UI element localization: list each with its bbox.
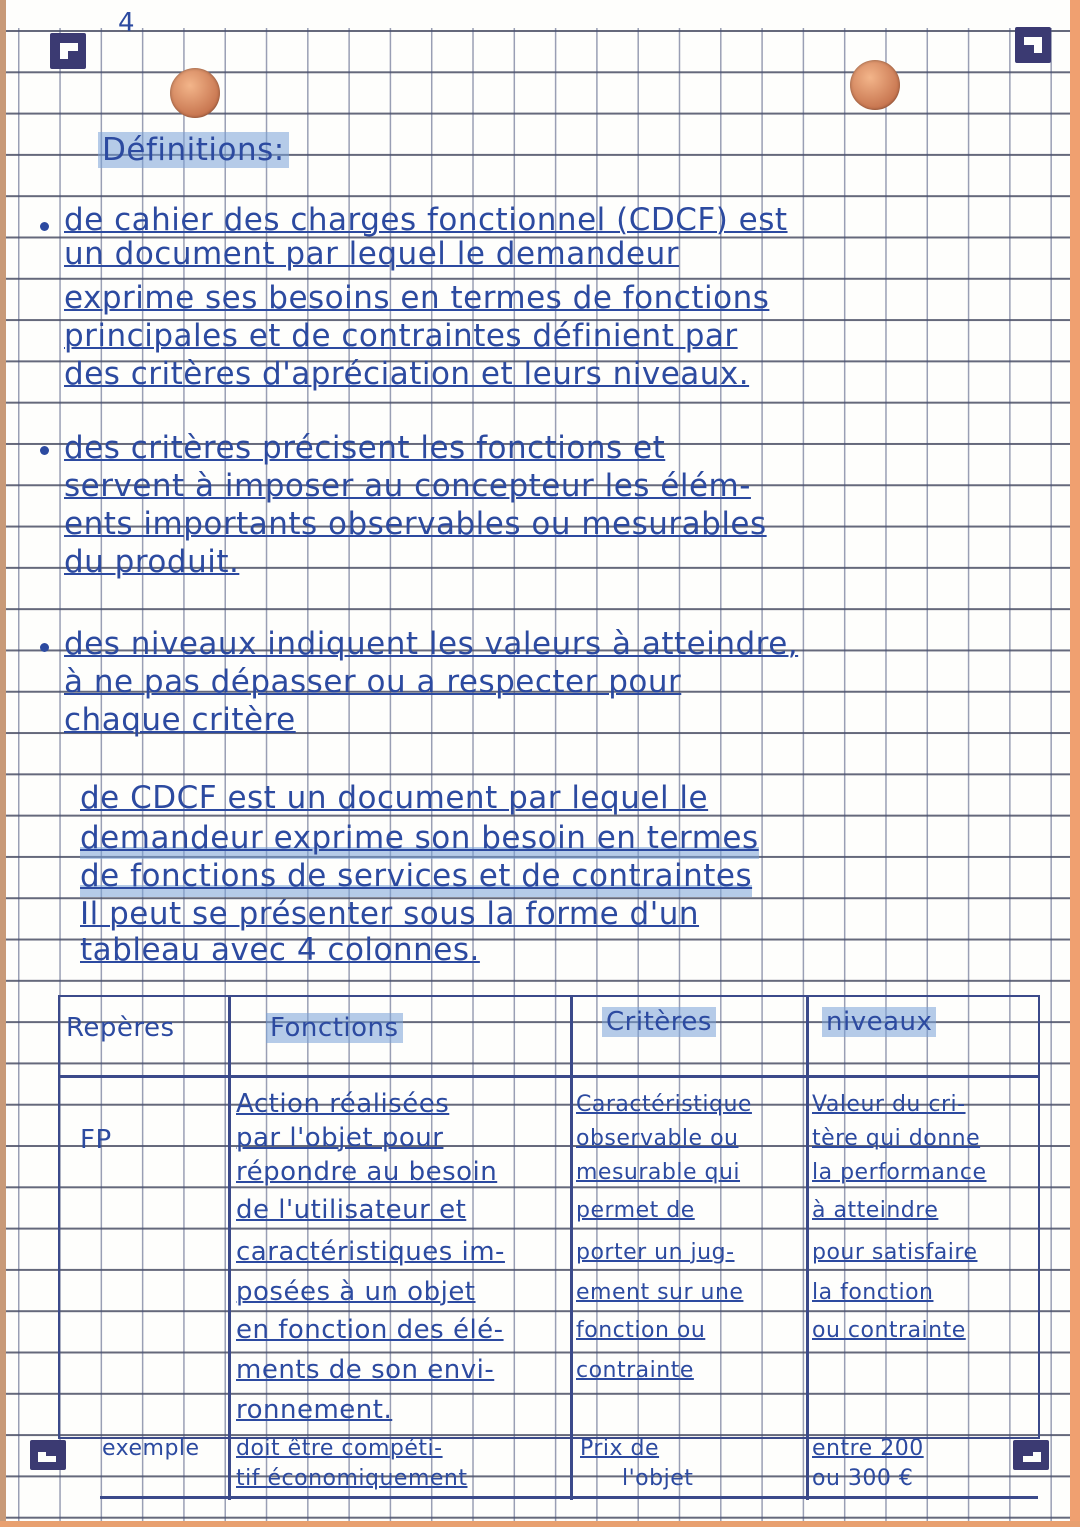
- corner-marker-bottom-right-icon: [1013, 1440, 1049, 1470]
- fp-critere-line: ement sur une: [576, 1280, 744, 1305]
- definition-1-line-4: principales et de contraintes définient par: [64, 318, 738, 354]
- fp-fonction-line: de l'utilisateur et: [236, 1195, 467, 1225]
- fp-niveau-line: pour satisfaire: [812, 1240, 978, 1265]
- exemple-critere-line: Prix de: [580, 1436, 660, 1461]
- fp-fonction-line: ments de son envi-: [236, 1355, 495, 1385]
- summary-line-1: de CDCF est un document par lequel le: [80, 780, 709, 816]
- table-divider: [570, 995, 573, 1500]
- fp-critere-line: porter un jug-: [576, 1240, 735, 1265]
- fp-fonction-line: par l'objet pour: [236, 1123, 444, 1153]
- exemple-critere-line: l'objet: [622, 1466, 694, 1491]
- fp-critere-line: Caractéristique: [576, 1092, 752, 1117]
- fp-niveau-line: tère qui donne: [812, 1126, 981, 1151]
- fp-niveau-line: la performance: [812, 1160, 987, 1185]
- fp-niveau-line: la fonction: [812, 1280, 934, 1305]
- row-exemple-repere: exemple: [102, 1436, 200, 1461]
- corner-marker-top-left-icon: [50, 33, 86, 69]
- fp-critere-line: contrainte: [576, 1358, 694, 1383]
- corner-marker-bottom-left-icon: [30, 1440, 66, 1470]
- bullet-icon: [40, 446, 49, 455]
- title-highlight: Définitions:: [98, 132, 289, 168]
- header-criteres-label: Critères: [602, 1007, 716, 1037]
- exemple-niveau-line: entre 200: [812, 1436, 924, 1461]
- summary-line-4: Il peut se présenter sous la forme d'un: [80, 896, 700, 932]
- header-criteres: [602, 1006, 716, 1039]
- exemple-niveau-line: ou 300 €: [812, 1466, 914, 1491]
- fp-fonction-line: ronnement.: [236, 1395, 393, 1425]
- fp-fonction-line: caractéristiques im-: [236, 1237, 505, 1267]
- corner-marker-top-right-icon: [1015, 27, 1051, 63]
- definition-2-line-1: des critères précisent les fonctions et: [64, 430, 666, 466]
- definition-3-line-3: chaque critère: [64, 702, 296, 738]
- definition-1-line-2: un document par lequel le demandeur: [64, 236, 680, 272]
- table-header-rule: [58, 1075, 1038, 1078]
- exemple-fonction-line: tif économiquement: [236, 1466, 468, 1491]
- fp-fonction-line: posées à un objet: [236, 1277, 476, 1307]
- fp-niveau-line: à atteindre: [812, 1198, 939, 1223]
- paper-top-margin: [0, 0, 1080, 28]
- table-bottom-rule: [100, 1496, 1038, 1499]
- header-reperes: Repères: [66, 1013, 175, 1043]
- fp-critere-line: observable ou: [576, 1126, 739, 1151]
- fp-critere-line: fonction ou: [576, 1318, 706, 1343]
- header-niveaux: [822, 1006, 936, 1039]
- header-fonctions: [266, 1012, 403, 1045]
- paper-edge-left: [0, 0, 6, 1527]
- paper-edge-bottom: [0, 1521, 1080, 1527]
- fp-fonction-line: Action réalisées: [236, 1089, 450, 1119]
- bullet-icon: [40, 643, 49, 652]
- definition-3-line-2: à ne pas dépasser ou a respecter pour: [64, 664, 682, 700]
- definition-2-line-3: ents importants observables ou mesurables: [64, 506, 767, 542]
- summary-line-2: demandeur exprime son besoin en termes: [80, 818, 759, 859]
- page-number: 4: [118, 8, 135, 38]
- fp-critere-line: permet de: [576, 1198, 695, 1223]
- definition-1-line-5: des critères d'apréciation et leurs niveaux.: [64, 356, 750, 392]
- row-fp-repere: FP: [80, 1125, 112, 1155]
- paper-edge-right: [1070, 0, 1080, 1527]
- fp-fonction-line: en fonction des élé-: [236, 1315, 504, 1345]
- exemple-fonction-line: doit être compéti-: [236, 1436, 443, 1461]
- punch-hole-left: [170, 68, 220, 118]
- table-divider: [228, 995, 231, 1500]
- definition-3-line-1: des niveaux indiquent les valeurs à atteindre,: [64, 626, 799, 662]
- summary-line-3: de fonctions de services et de contraintes: [80, 856, 752, 897]
- definition-1-line-3: exprime ses besoins en termes de fonctions: [64, 280, 770, 316]
- punch-hole-right: [850, 60, 900, 110]
- page-title: [98, 130, 289, 171]
- summary-line-5: tableau avec 4 colonnes.: [80, 932, 480, 968]
- fp-niveau-line: ou contrainte: [812, 1318, 966, 1343]
- definition-2-line-2: servent à imposer au concepteur les élém-: [64, 468, 751, 504]
- fp-fonction-line: répondre au besoin: [236, 1157, 498, 1187]
- fp-critere-line: mesurable qui: [576, 1160, 741, 1185]
- table-divider: [806, 995, 809, 1500]
- definition-2-line-4: du produit.: [64, 544, 240, 580]
- definition-1-line-1: de cahier des charges fonctionnel (CDCF) est: [64, 202, 788, 238]
- header-niveaux-label: niveaux: [822, 1007, 936, 1037]
- fp-niveau-line: Valeur du cri-: [812, 1092, 966, 1117]
- header-fonctions-label: Fonctions: [266, 1013, 403, 1043]
- bullet-icon: [40, 222, 49, 231]
